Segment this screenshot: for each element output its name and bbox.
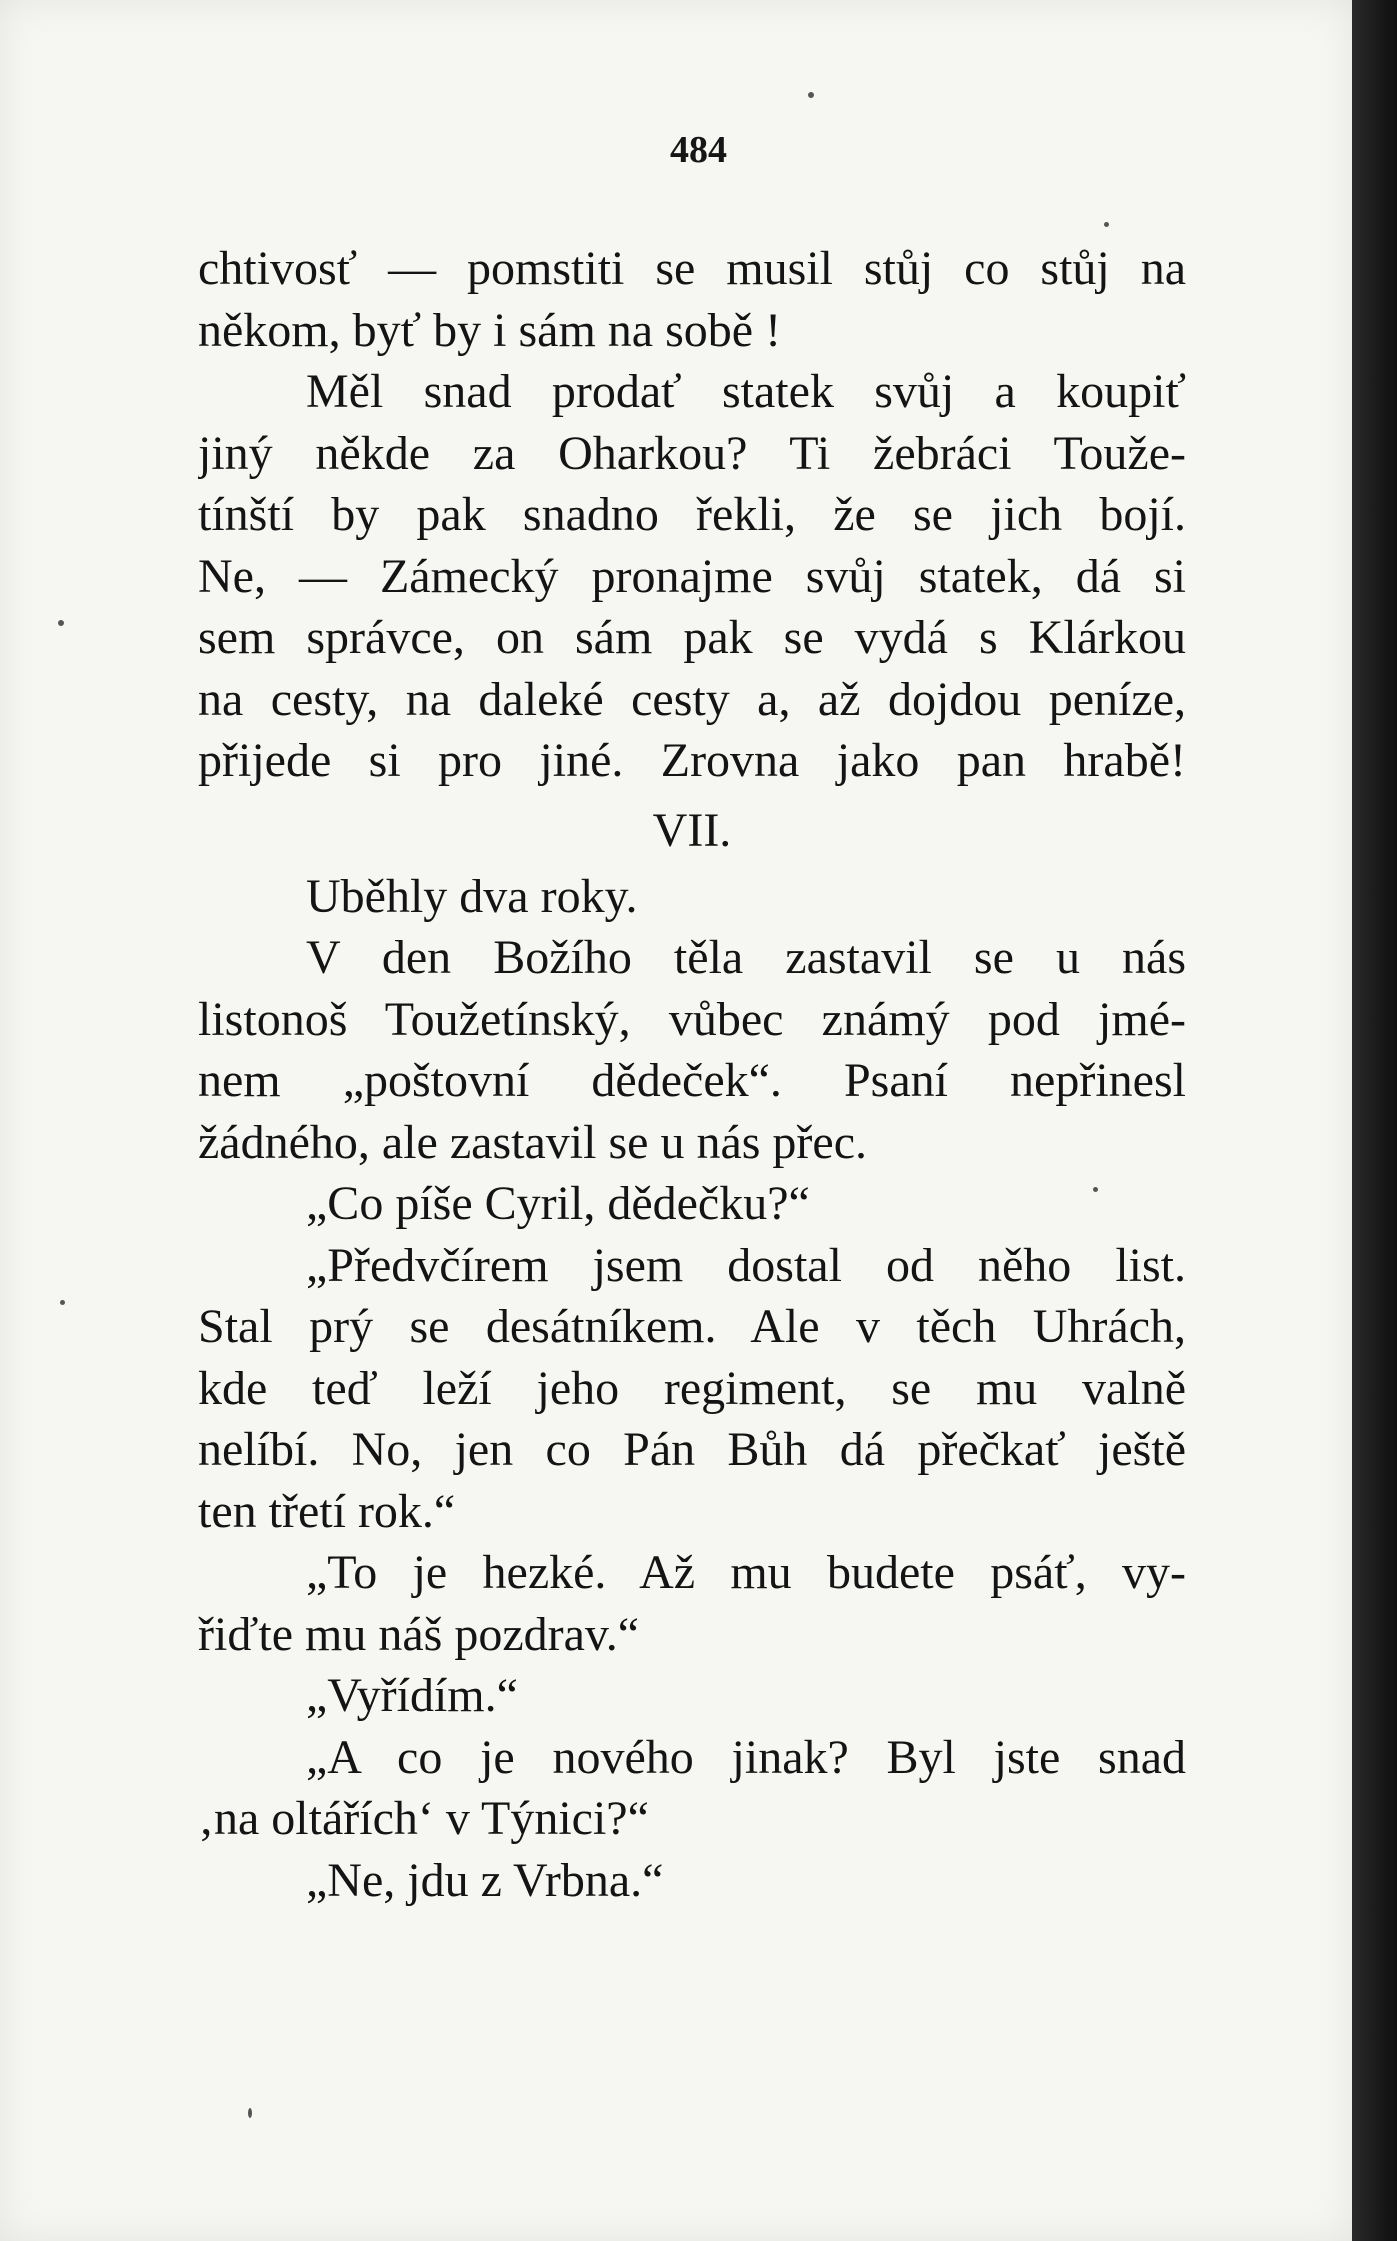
text-line: V den Božího těla zastavil se u nás: [306, 931, 1186, 984]
text-line: kde teď leží jeho regiment, se mu valně: [198, 1361, 1186, 1415]
scan-speck: [58, 620, 64, 626]
text-line: nelíbí. No, jen co Pán Bůh dá přečkať ještě: [198, 1423, 1186, 1476]
text-line: „Předvčírem jsem dostal od něho list.: [306, 1238, 1186, 1292]
scan-speck: [60, 1300, 65, 1305]
page-text: [198, 238, 1186, 1911]
text-line: ten třetí rok.“: [198, 1484, 456, 1538]
page-edge-shadow: [1352, 0, 1397, 2241]
text-line: „Co píše Cyril, dědečku?“: [306, 1177, 810, 1230]
text-line: listonoš Toužetínský, vůbec známý pod jmé-: [198, 992, 1186, 1046]
scan-speck: [1104, 222, 1109, 227]
chapter-heading: VII.: [652, 803, 732, 857]
text-line: Měl snad prodať statek svůj a koupiť: [306, 365, 1186, 418]
text-line: „Ne, jdu z Vrbna.“: [306, 1853, 664, 1907]
text-line: chtivosť — pomstiti se musil stůj co stůj na: [198, 242, 1186, 295]
text-line: jiný někde za Oharkou? Ti žebráci Touže-: [198, 426, 1186, 480]
text-line: sem správce, on sám pak se vydá s Klárkou: [198, 611, 1186, 664]
text-line: žádného, ale zastavil se u nás přec.: [198, 1115, 868, 1169]
text-line: Stal prý se desátníkem. Ale v těch Uhrách,: [198, 1300, 1186, 1353]
text-line: „A co je nového jinak? Byl jste snad: [306, 1730, 1186, 1784]
page-number: 484: [670, 129, 727, 171]
text-line: ‚na oltářích‘ v Týnici?“: [198, 1792, 649, 1845]
text-line: na cesty, na daleké cesty a, až dojdou peníze,: [198, 672, 1186, 726]
scan-speck: [1093, 1187, 1098, 1192]
text-line: Ne, — Zámecký pronajme svůj statek, dá si: [198, 549, 1186, 603]
text-line: nem „poštovní dědeček“. Psaní nepřinesl: [198, 1054, 1186, 1107]
text-line: „To je hezké. Až mu budete psáť, vy-: [306, 1546, 1186, 1599]
text-line: přijede si pro jiné. Zrovna jako pan hrabě!: [198, 734, 1186, 787]
scan-speck: [808, 92, 814, 98]
text-line: tínští by pak snadno řekli, že se jich bojí.: [198, 488, 1186, 541]
text-line: řiďte mu náš pozdrav.“: [198, 1607, 640, 1661]
text-line: někom, byť by i sám na sobě !: [198, 303, 782, 357]
scan-speck: [248, 2108, 252, 2118]
text-line: „Vyřídím.“: [306, 1669, 518, 1722]
text-line: Uběhly dva roky.: [306, 869, 638, 923]
